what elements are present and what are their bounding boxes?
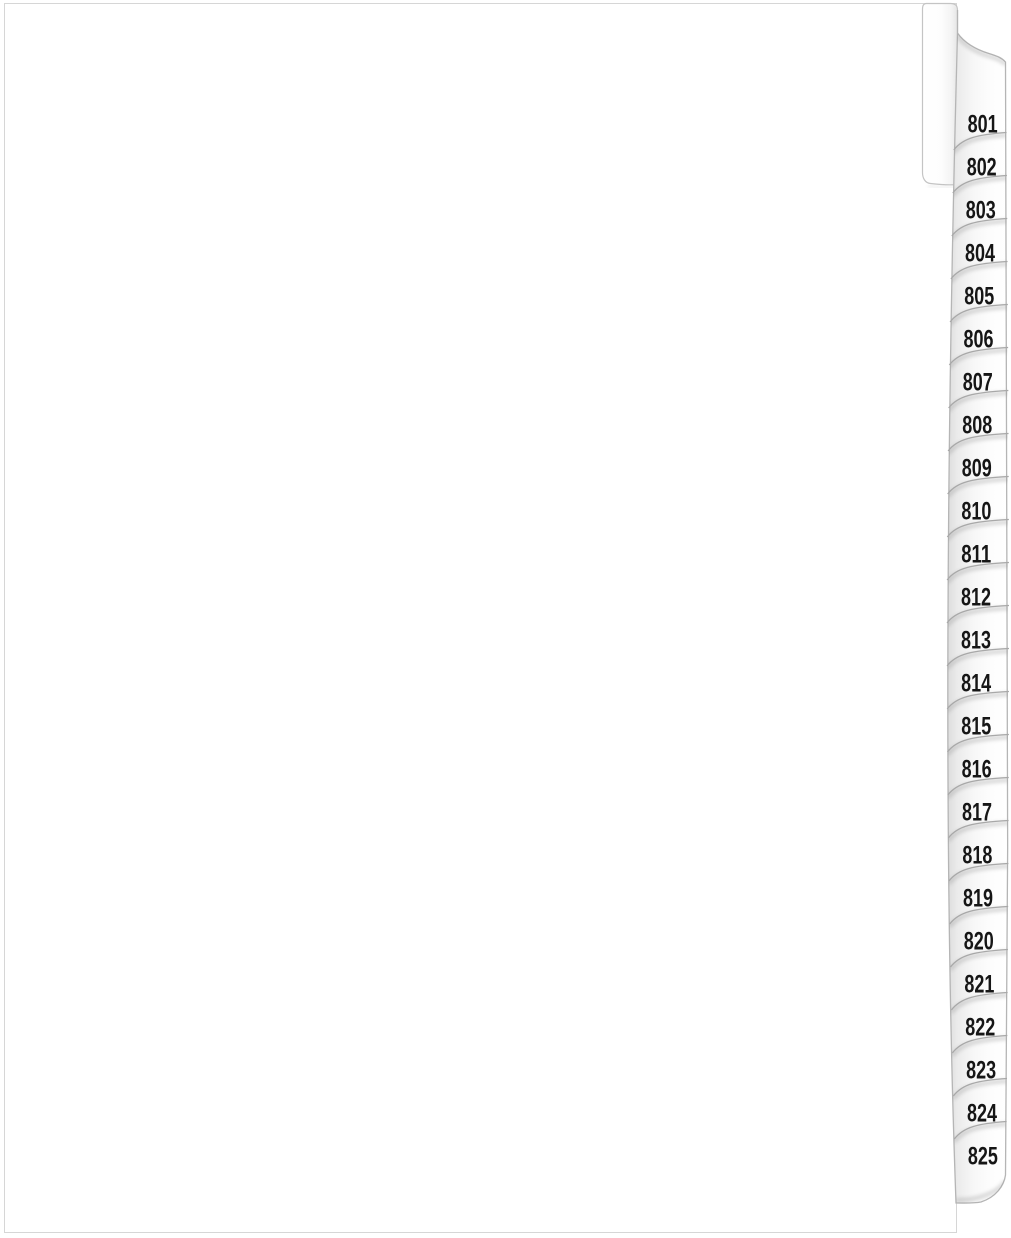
tab-number-806: 806 — [963, 325, 994, 354]
tab-number-824: 824 — [967, 1099, 998, 1128]
tab-number-801: 801 — [967, 110, 998, 139]
tab-number-818: 818 — [962, 841, 993, 870]
tab-number-812: 812 — [961, 583, 991, 612]
tab-number-825: 825 — [967, 1142, 998, 1171]
tab-number-811: 811 — [961, 540, 992, 569]
tab-number-808: 808 — [962, 411, 993, 440]
tab-number-807: 807 — [962, 368, 993, 397]
tab-number-822: 822 — [965, 1013, 996, 1042]
blank-top-tab — [923, 4, 958, 185]
divider-sheet — [5, 4, 957, 1233]
tab-number-815: 815 — [961, 712, 992, 741]
tab-number-813: 813 — [961, 626, 991, 655]
tab-number-809: 809 — [961, 454, 992, 483]
tab-number-816: 816 — [961, 755, 992, 784]
tab-number-804: 804 — [965, 239, 996, 268]
tab-number-805: 805 — [964, 282, 995, 311]
tab-number-803: 803 — [965, 196, 996, 225]
tab-number-814: 814 — [961, 669, 992, 698]
tab-number-823: 823 — [966, 1056, 997, 1085]
tab-number-802: 802 — [966, 153, 997, 182]
tab-number-820: 820 — [963, 927, 994, 956]
tab-number-819: 819 — [963, 884, 993, 913]
tab-number-817: 817 — [962, 798, 992, 827]
tab-number-810: 810 — [961, 497, 992, 526]
tab-number-821: 821 — [964, 970, 995, 999]
